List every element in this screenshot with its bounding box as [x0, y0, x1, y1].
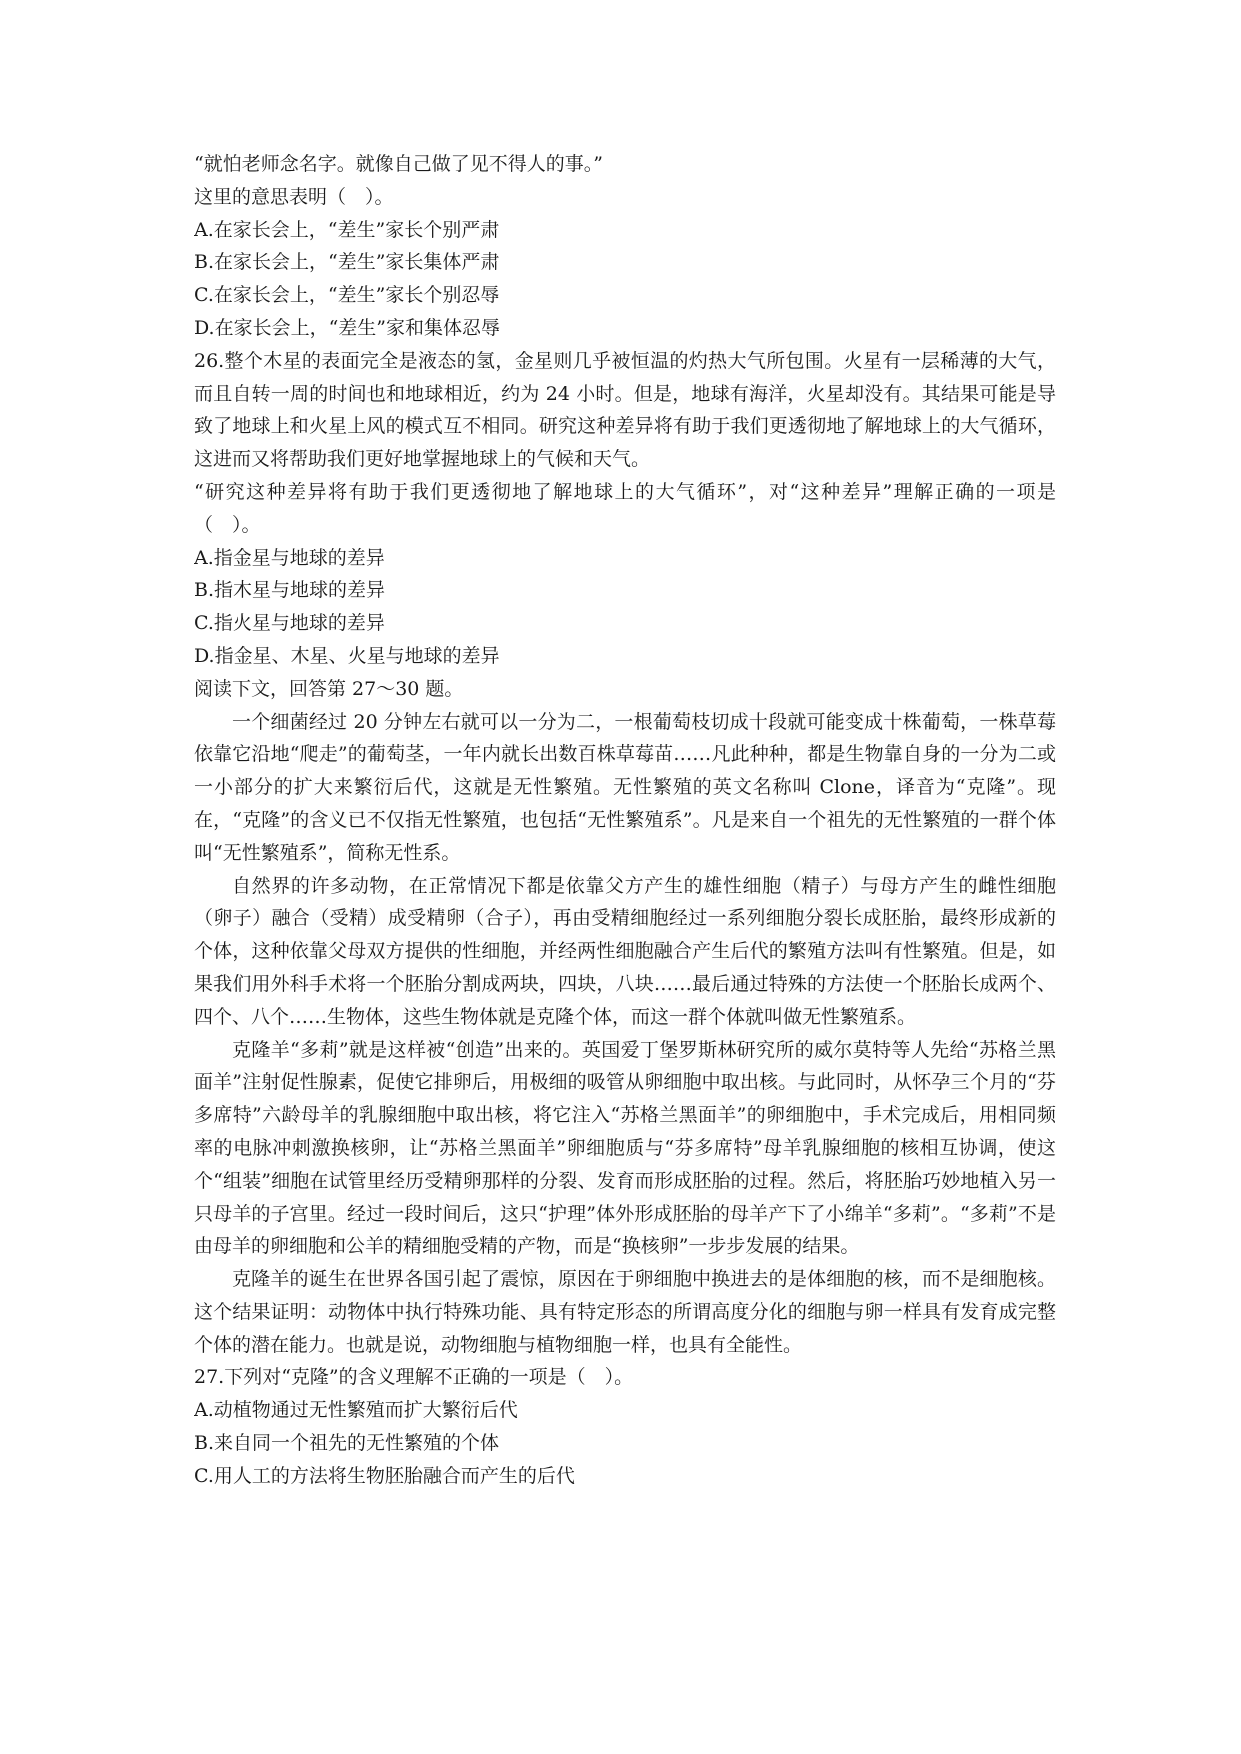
q26-option-a: A.指金星与地球的差异 [194, 546, 385, 569]
q25-option-d: D.在家长会上，“差生”家和集体忍辱 [194, 316, 501, 339]
q27-stem: 27.下列对“克隆”的含义理解不正确的一项是（ ）。 [194, 1366, 634, 1389]
q25-option-a: A.在家长会上，“差生”家长个别严肃 [194, 218, 500, 241]
exam-page [194, 148, 1056, 1493]
q26-passage: 26.整个木星的表面完全是液态的氢，金星则几乎被恒温的灼热大气所包围。火星有一层稀薄的大气，而且自转一周的时间也和地球相近，约为 24 小时。但是，地球有海洋，火星却没有。其结果可能是导致了地球上和火星上风的模式互不相同。研究这种差异将有助于我们更透彻地了解地球上的大气循环，这进而又将帮助我们更好地掌握地球上的气候和天气。 [194, 349, 1056, 471]
q26-stem: “研究这种差异将有助于我们更透彻地了解地球上的大气循环”，对“这种差异”理解正确的一项是（ ）。 [194, 480, 1056, 536]
q27-option-c: C.用人工的方法将生物胚胎融合而产生的后代 [194, 1464, 575, 1487]
q25-stem: 这里的意思表明（ ）。 [194, 185, 394, 208]
q26-option-c: C.指火星与地球的差异 [194, 612, 385, 635]
reading-intro: 阅读下文，回答第 27～30 题。 [194, 677, 464, 700]
q27-option-b: B.来自同一个祖先的无性繁殖的个体 [194, 1432, 500, 1455]
reading-paragraph: 一个细菌经过 20 分钟左右就可以一分为二，一根葡萄枝切成十段就可能变成十株葡萄，一株草莓依靠它沿地“爬走”的葡萄茎，一年内就长出数百株草莓苗……凡此种种，都是生物靠自身的一分为二或一小部分的扩大来繁衍后代，这就是无性繁殖。无性繁殖的英文名称叫 Clone，译音为“克隆”。现在，“克隆”的含义已不仅指无性繁殖，也包括“无性繁殖系”。凡是来自一个祖先的无性繁殖的一群个体叫“无性繁殖系”，简称无性系。 [194, 710, 1056, 864]
q25-quote: “就怕老师念名字。就像自己做了见不得人的事。” [194, 153, 603, 175]
reading-paragraph: 克隆羊的诞生在世界各国引起了震惊，原因在于卵细胞中换进去的是体细胞的核，而不是细胞核。这个结果证明：动物体中执行特殊功能、具有特定形态的所谓高度分化的细胞与卵一样具有发育成完整个体的潜在能力。也就是说，动物细胞与植物细胞一样，也具有全能性。 [194, 1268, 1056, 1356]
q25-option-c: C.在家长会上，“差生”家长个别忍辱 [194, 284, 500, 307]
reading-paragraph: 自然界的许多动物，在正常情况下都是依靠父方产生的雄性细胞（精子）与母方产生的雌性细胞（卵子）融合（受精）成受精卵（合子），再由受精细胞经过一系列细胞分裂长成胚胎，最终形成新的个体，这种依靠父母双方提供的性细胞，并经两性细胞融合产生后代的繁殖方法叫有性繁殖。但是，如果我们用外科手术将一个胚胎分割成两块，四块，八块……最后通过特殊的方法使一个胚胎长成两个、四个、八个……生物体，这些生物体就是克隆个体，而这一群个体就叫做无性繁殖系。 [194, 874, 1056, 1028]
q27-option-a: A.动植物通过无性繁殖而扩大繁衍后代 [194, 1399, 518, 1422]
q26-option-b: B.指木星与地球的差异 [194, 579, 386, 602]
reading-paragraph: 克隆羊“多莉”就是这样被“创造”出来的。英国爱丁堡罗斯林研究所的威尔莫特等人先给“苏格兰黑面羊”注射促性腺素，促使它排卵后，用极细的吸管从卵细胞中取出核。与此同时，从怀孕三个月的“芬多席特”六龄母羊的乳腺细胞中取出核，将它注入“苏格兰黑面羊”的卵细胞中，手术完成后，用相同频率的电脉冲刺激换核卵，让“苏格兰黑面羊”卵细胞质与“芬多席特”母羊乳腺细胞的核相互协调，使这个“组装”细胞在试管里经历受精卵那样的分裂、发育而形成胚胎的过程。然后，将胚胎巧妙地植入另一只母羊的子宫里。经过一段时间后，这只“护理”体外形成胚胎的母羊产下了小绵羊“多莉”。“多莉”不是由母羊的卵细胞和公羊的精细胞受精的产物，而是“换核卵”一步步发展的结果。 [194, 1038, 1056, 1258]
q25-option-b: B.在家长会上，“差生”家长集体严肃 [194, 251, 500, 274]
q26-option-d: D.指金星、木星、火星与地球的差异 [194, 644, 500, 667]
